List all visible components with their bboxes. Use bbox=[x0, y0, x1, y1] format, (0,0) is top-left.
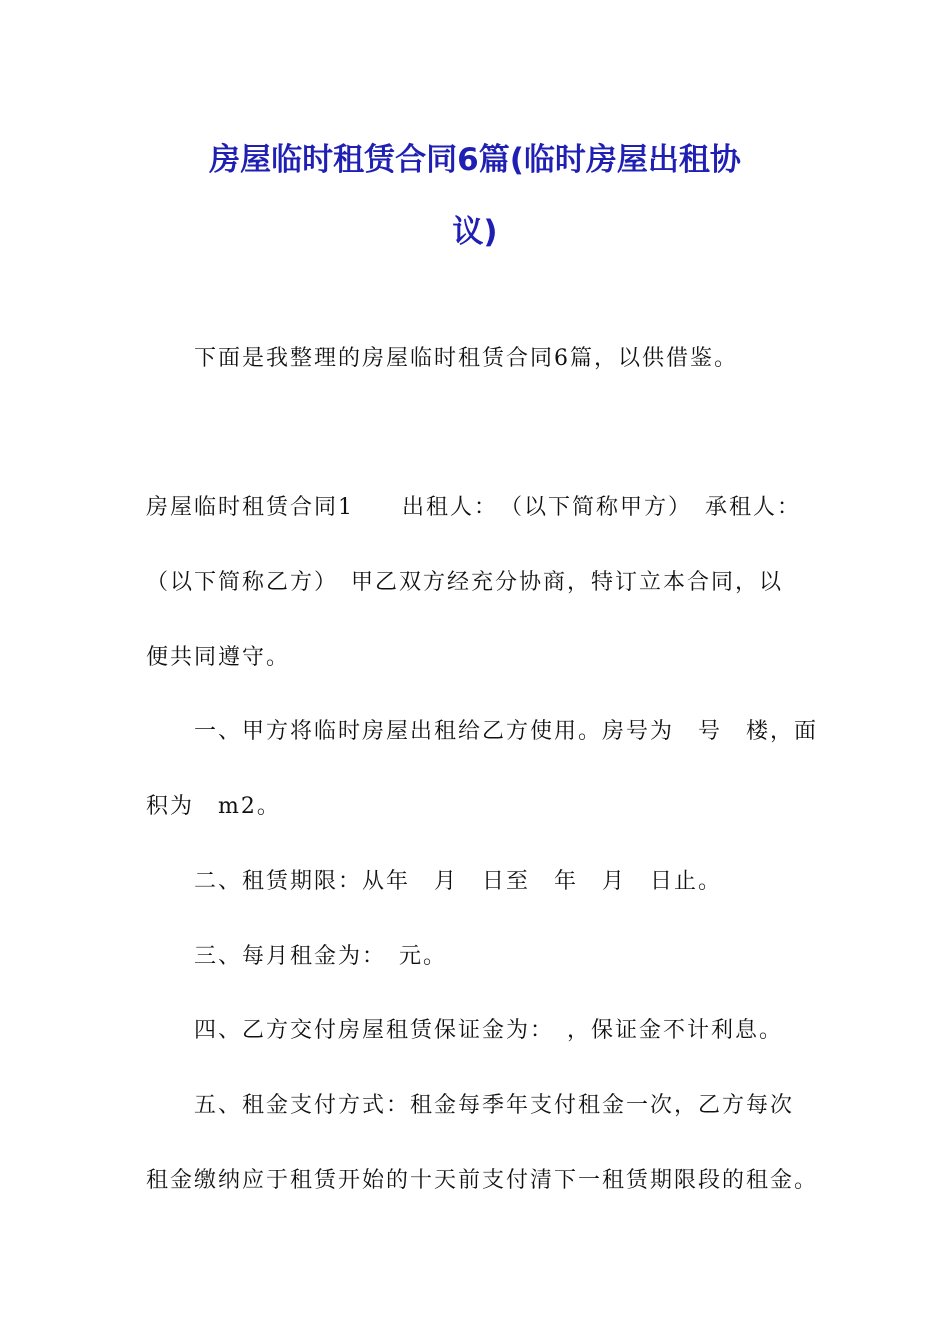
clause-1-line-1: 一、甲方将临时房屋出租给乙方使用。房号为 号 楼，面 bbox=[194, 719, 819, 744]
document-title-line-2: 议) bbox=[452, 214, 498, 250]
body-line-2: （以下简称乙方） 甲乙双方经充分协商，特订立本合同，以 bbox=[146, 570, 784, 595]
clause-4: 四、乙方交付房屋租赁保证金为： ，保证金不计利息。 bbox=[194, 1018, 784, 1043]
clause-5-line-1: 五、租金支付方式：租金每季年支付租金一次，乙方每次 bbox=[194, 1093, 795, 1118]
clause-2: 二、租赁期限：从年 月 日至 年 月 日止。 bbox=[194, 869, 723, 894]
clause-1-line-2: 积为 m2。 bbox=[146, 794, 281, 819]
body-line-1: 房屋临时租赁合同1 出租人： （以下简称甲方） 承租人： bbox=[146, 495, 801, 520]
document-title-line-1: 房屋临时租赁合同6篇(临时房屋出租协 bbox=[209, 142, 741, 178]
clause-5-line-2: 租金缴纳应于租赁开始的十天前支付清下一租赁期限段的租金。 bbox=[146, 1168, 819, 1193]
intro-paragraph: 下面是我整理的房屋临时租赁合同6篇，以供借鉴。 bbox=[194, 346, 738, 371]
clause-3: 三、每月租金为： 元。 bbox=[194, 944, 448, 969]
body-line-3: 便共同遵守。 bbox=[146, 645, 291, 670]
